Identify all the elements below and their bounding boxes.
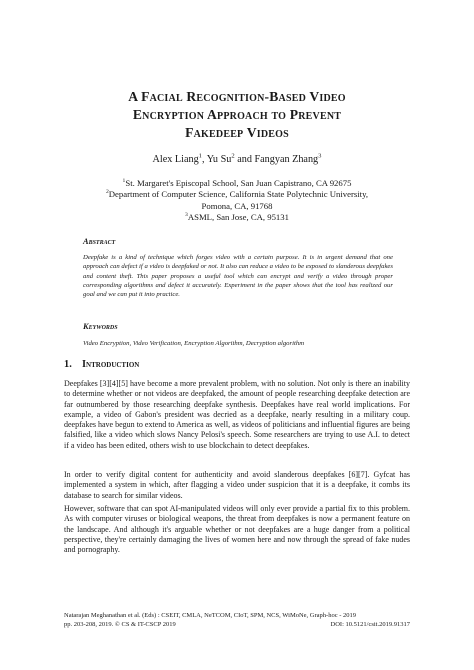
abstract-text: Deepfake is a kind of technique which forges video with a certain purpose. It is in urgent demand that one approach can defect if a video is deepfaked or not. It also can reduce a video to be exposed to slanderous deepfakes and content theft. This paper proposes a useful tool which can encrypt and verify a video through proper corresponding algorithms and defect it accurately. Experiment in the paper shows that the tool has realized our goal and we can put it into practice. xyxy=(83,254,393,299)
paper-title xyxy=(60,88,414,142)
author-name: Yu Su xyxy=(206,154,232,165)
section-heading xyxy=(64,359,139,370)
author-affil-marker: 1 xyxy=(198,152,202,160)
affil-text: Pomona, CA, 91768 xyxy=(201,200,273,211)
affil-marker: 2 xyxy=(105,189,109,196)
affil-text: St. Margaret's Episcopal School, San Juan Capistrano, CA 92675 xyxy=(125,178,352,188)
footer-pages: pp. 203-208, 2019. © CS & IT-CSCP 2019 xyxy=(64,620,176,628)
body-paragraph: In order to verify digital content for authenticity and avoid slanderous deepfakes [6][7]. Gyfcat has implemented a system in which, after flagging a video under suspicion that it is a deepfake, it combs its database to search for similar videos. xyxy=(64,470,410,500)
affiliation-line xyxy=(60,189,414,200)
author-list xyxy=(60,154,414,165)
author-name: Alex Liang xyxy=(152,154,199,165)
page-footer xyxy=(64,612,410,629)
section-number: 1. xyxy=(64,359,72,370)
body-paragraph: Deepfakes [3][4][5] have become a more prevalent problem, with no solution. Not only is there an inability to determine whether or not videos are deepfaked, the amount of people researching deepfake detection are far outnumbered by those researching deepfake synthesis. Deepfakes have real world implications. For example, a video of Gabon's president was decried as a deepfake, nearly resulting in a military coup. deepfakes have begun to extend to America as well, as videos of politicians and influential figures are being falsified, like a video which slows Nancy Pelosi's speech. Some researchers are trying to use A.I. to detect if a video has been edited, others wish to use blockchain to detect deepfakes. xyxy=(64,379,410,450)
footer-row xyxy=(64,621,410,630)
footer-doi: DOI: 10.5121/csit.2019.91317 xyxy=(330,620,410,628)
author-name: Fangyan Zhang xyxy=(254,154,319,165)
keywords-heading: Keywords xyxy=(83,322,118,331)
keywords-text: Video Encryption, Video Verification, Encryption Algorithm, Decryption algorithm xyxy=(83,340,305,347)
affil-marker: 3 xyxy=(185,212,188,218)
author-affil-marker: 2 xyxy=(231,152,235,160)
title-line: Fakedeep Videos xyxy=(185,125,289,140)
affiliation-line xyxy=(60,212,414,223)
affiliation-line xyxy=(60,201,414,212)
affil-text: ASML, San Jose, CA, 95131 xyxy=(187,211,289,222)
affil-text: Department of Computer Science, California State Polytechnic University, xyxy=(108,189,369,200)
author-affil-marker: 3 xyxy=(318,152,322,160)
title-line: Encryption Approach to Prevent xyxy=(132,107,342,122)
affiliation-line xyxy=(60,178,414,189)
section-title: Introduction xyxy=(82,359,140,370)
author-separator: and xyxy=(234,154,255,165)
author-separator: , xyxy=(201,154,207,165)
affiliations xyxy=(60,178,414,223)
footer-line: Natarajan Meghanathan et al. (Eds) : CSEIT, CMLA, NeTCOM, CIoT, SPM, NCS, WiMoNe, Graph-hoc - 2019 xyxy=(64,612,357,619)
title-line: A Facial Recognition-Based Video xyxy=(128,89,346,104)
body-paragraph: However, software that can spot AI-manipulated videos will only ever provide a partial fix to this problem. As with computer viruses or biological weapons, the threat from deepfakes is now a permanent feature on the landscape. And although it's arguable whether or not deepfakes are a huge danger from a political perspective, they're certainly damaging the lives of women here and now through the spread of fake nudes and pornography. xyxy=(64,504,410,555)
abstract-heading: Abstract xyxy=(83,237,116,246)
affil-marker: 1 xyxy=(122,178,126,185)
